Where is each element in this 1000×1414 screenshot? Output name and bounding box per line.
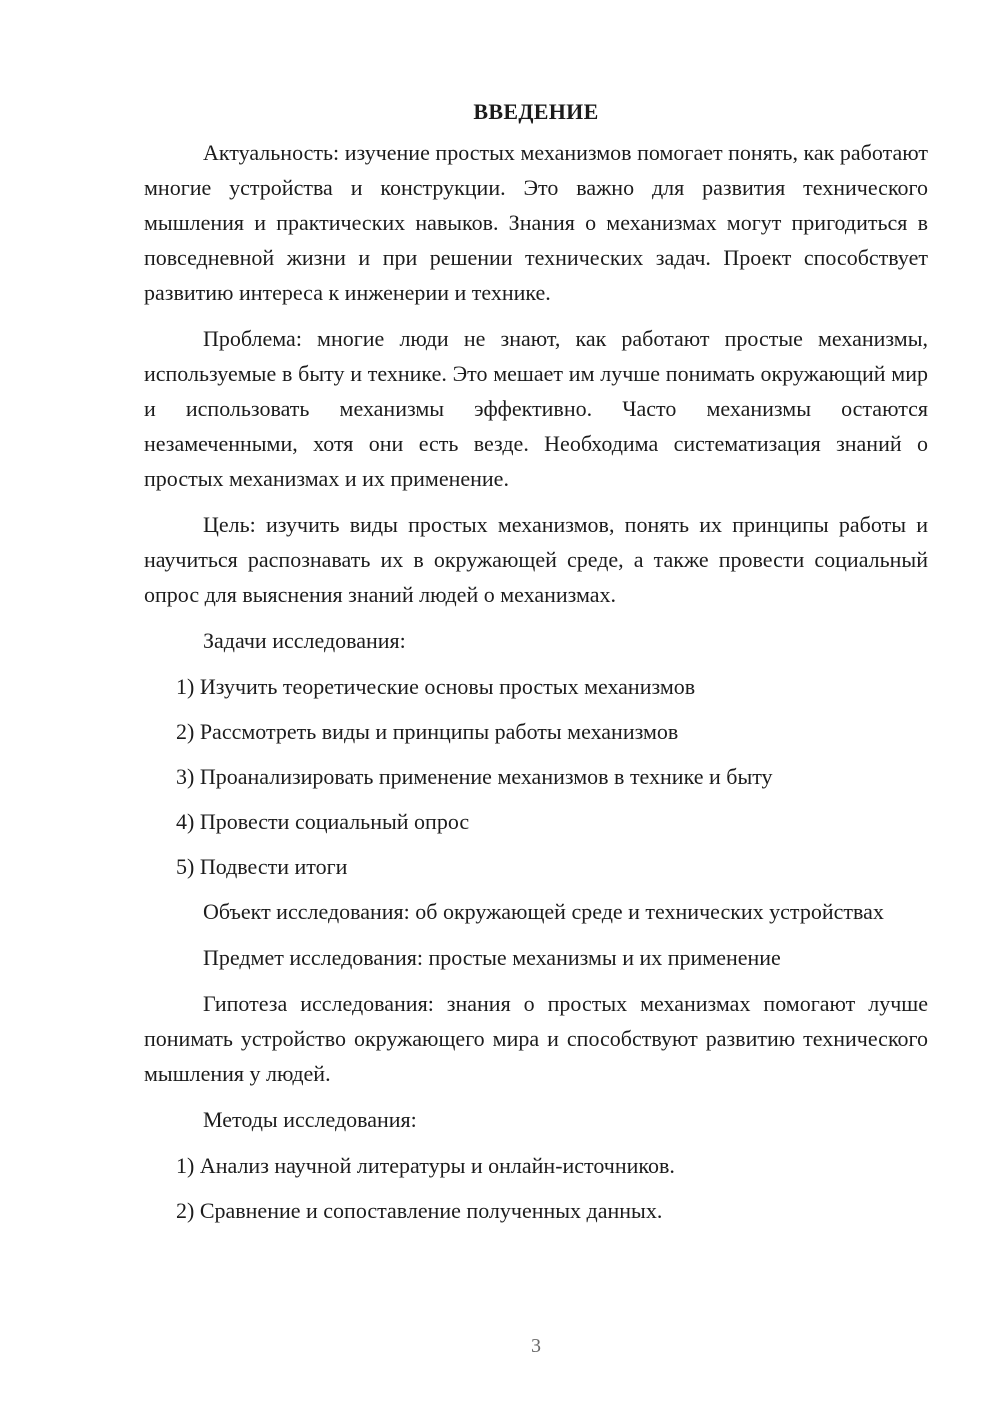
subject-paragraph: Предмет исследования: простые механизмы и их применение [203,945,781,970]
task-item: 4) Провести социальный опрос [176,809,470,834]
problem-paragraph: Проблема: многие люди не знают, как работают простые механизмы, используемые в быту и технике. Это мешает им лучше понимать окружающий мир и использовать механизмы эффективно. Часто механизмы остаются незамеченными, хотя они есть везде. Необходима систематизация знаний о простых механизмах и их применение. [144,326,928,491]
method-item: 1) Анализ научной литературы и онлайн-источников. [176,1153,675,1178]
page-number: 3 [531,1335,541,1357]
task-item: 5) Подвести итоги [176,854,348,879]
methods-list [144,1148,928,1228]
task-item: 2) Рассмотреть виды и принципы работы механизмов [176,719,679,744]
object-paragraph: Объект исследования: об окружающей среде и технических устройствах [203,899,884,924]
page-content [144,94,928,1238]
goal-paragraph: Цель: изучить виды простых механизмов, понять их принципы работы и научиться распознавать их в окружающей среде, а также провести социальный опрос для выяснения знаний людей о механизмах. [144,512,928,607]
hypothesis-paragraph: Гипотеза исследования: знания о простых механизмах помогают лучше понимать устройство окружающего мира и способствуют развитию технического мышления у людей. [144,991,928,1086]
method-item: 2) Сравнение и сопоставление полученных данных. [176,1198,663,1223]
methods-heading: Методы исследования: [203,1107,417,1132]
task-item: 1) Изучить теоретические основы простых механизмов [176,674,696,699]
tasks-list [144,669,928,884]
task-item: 3) Проанализировать применение механизмов в технике и быту [176,764,773,789]
tasks-heading: Задачи исследования: [203,628,406,653]
relevance-paragraph: Актуальность: изучение простых механизмов помогает понять, как работают многие устройства и конструкции. Это важно для развития технического мышления и практических навыков. Знания о механизмах могут пригодиться в повседневной жизни и при решении технических задач. Проект способствует развитию интереса к инженерии и технике. [144,140,928,305]
section-title: ВВЕДЕНИЕ [473,99,599,124]
